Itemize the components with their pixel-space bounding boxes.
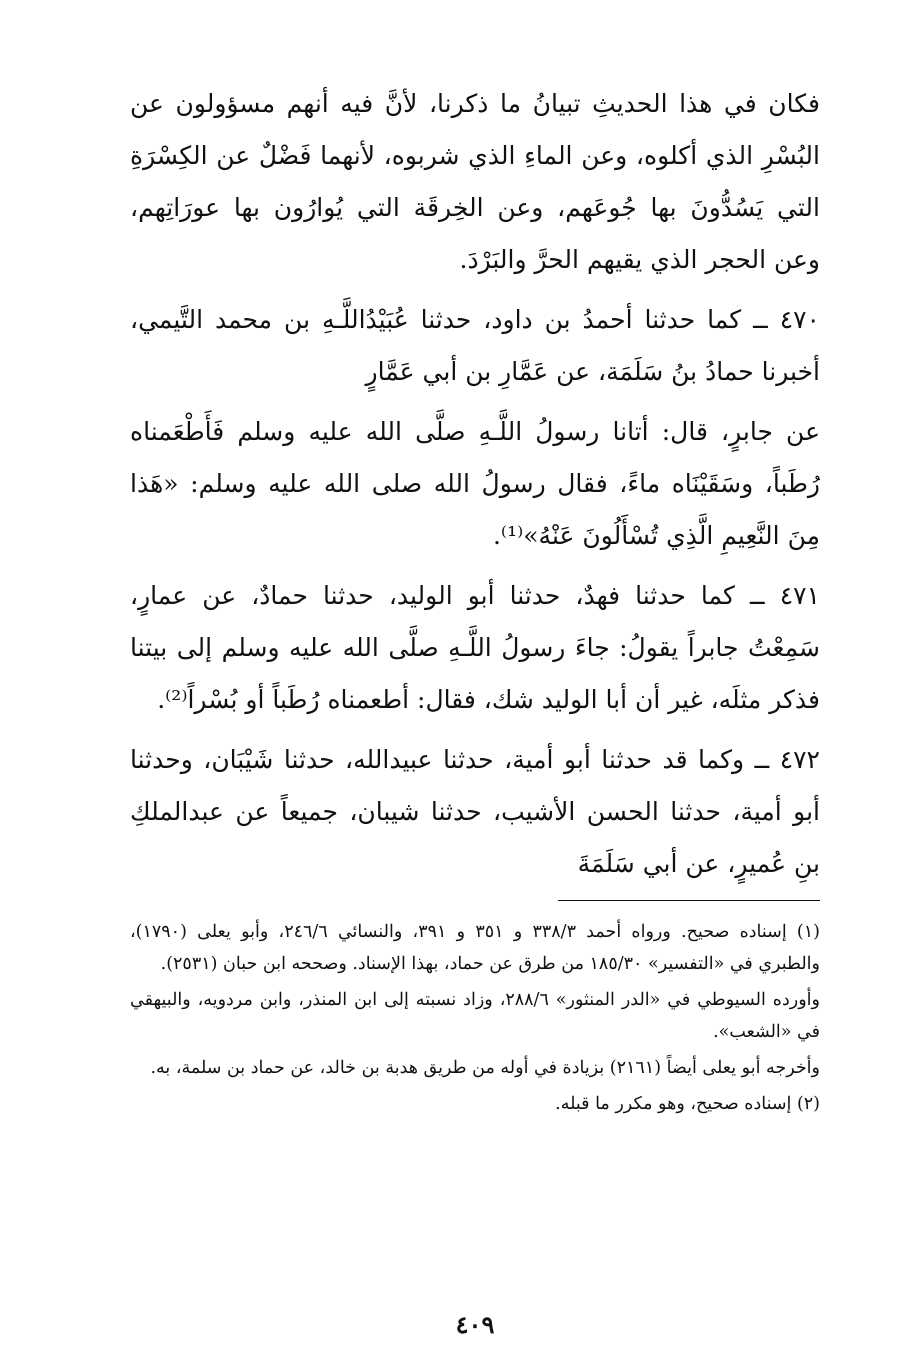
footnote-1-continuation: وأورده السيوطي في «الدر المنثور» ٢٨٨/٦، وزاد نسبته إلى ابن المنذر، وابن مردويه، والبيهقي في «الشعب». [130,990,820,1042]
page-number: ٤٠٩ [455,1310,495,1339]
book-page [130,78,820,1358]
footnote-divider [558,900,820,901]
footnote-1: (١) إسناده صحيح. ورواه أحمد ٣٣٨/٣ و ٣٥١ و ٣٩١، والنسائي ٢٤٦/٦، وأبو يعلى (١٧٩٠)، والطبري في «التفسير» ١٨٥/٣٠ من طرق عن حماد، بهذا الإسناد. وصححه ابن حبان (٢٥٣١). [130,922,820,974]
hadith-470-isnad: ٤٧٠ ــ كما حدثنا أحمدُ بن داود، حدثنا عُبَيْدُاللَّـهِ بن محمد التَّيمي، أخبرنا حمادُ بنُ سَلَمَة، عن عَمَّارِ بن أبي عَمَّارٍ [130,305,820,386]
hadith-472: ٤٧٢ ــ وكما قد حدثنا أبو أمية، حدثنا عبيدالله، حدثنا شَيْبَان، وحدثنا أبو أمية، حدثنا الحسن الأشيب، حدثنا شيبان، جميعاً عن عبدالملكِ بنِ عُميرٍ، عن أبي سَلَمَةَ [130,745,820,878]
main-text [130,78,820,890]
footnotes [130,916,820,1120]
hadith-471: ٤٧١ ــ كما حدثنا فهدٌ، حدثنا أبو الوليد، حدثنا حمادٌ، عن عمارٍ، سَمِعْتُ جابراً يقولُ: جاءَ رسولُ اللَّـهِ صلَّى الله عليه وسلم إلى بيتنا فذكر مثلَه، غير أن أبا الوليد شك، فقال: أطعمناه رُطَباً أو بُسْراً⁽²⁾. [130,581,820,714]
footnote-1-continuation-2: وأخرجه أبو يعلى أيضاً (٢١٦١) بزيادة في أوله من طريق هدبة بن خالد، عن حماد بن سلمة، به. [150,1058,820,1078]
hadith-470-matn: عن جابرٍ، قال: أتانا رسولُ اللَّـهِ صلَّى الله عليه وسلم فَأَطْعَمناه رُطَباً، وسَقَيْنَاه ماءً، فقال رسولُ الله صلى الله عليه وسلم: «هَذا مِنَ النَّعِيمِ الَّذِي تُسْأَلُونَ عَنْهُ»⁽¹⁾. [130,417,820,550]
paragraph-commentary: فكان في هذا الحديثِ تبيانُ ما ذكرنا، لأنَّ فيه أنهم مسؤولون عن البُسْرِ الذي أكلوه، وعن الماءِ الذي شربوه، لأنهما فَضْلٌ عن الكِسْرَةِ التي يَسُدُّونَ بها جُوعَهم، وعن الخِرقَة التي يُوارُون بها عورَاتِهم، وعن الحجر الذي يقيهم الحرَّ والبَرْدَ. [130,89,820,274]
footnote-2: (٢) إسناده صحيح، وهو مكرر ما قبله. [555,1094,820,1114]
